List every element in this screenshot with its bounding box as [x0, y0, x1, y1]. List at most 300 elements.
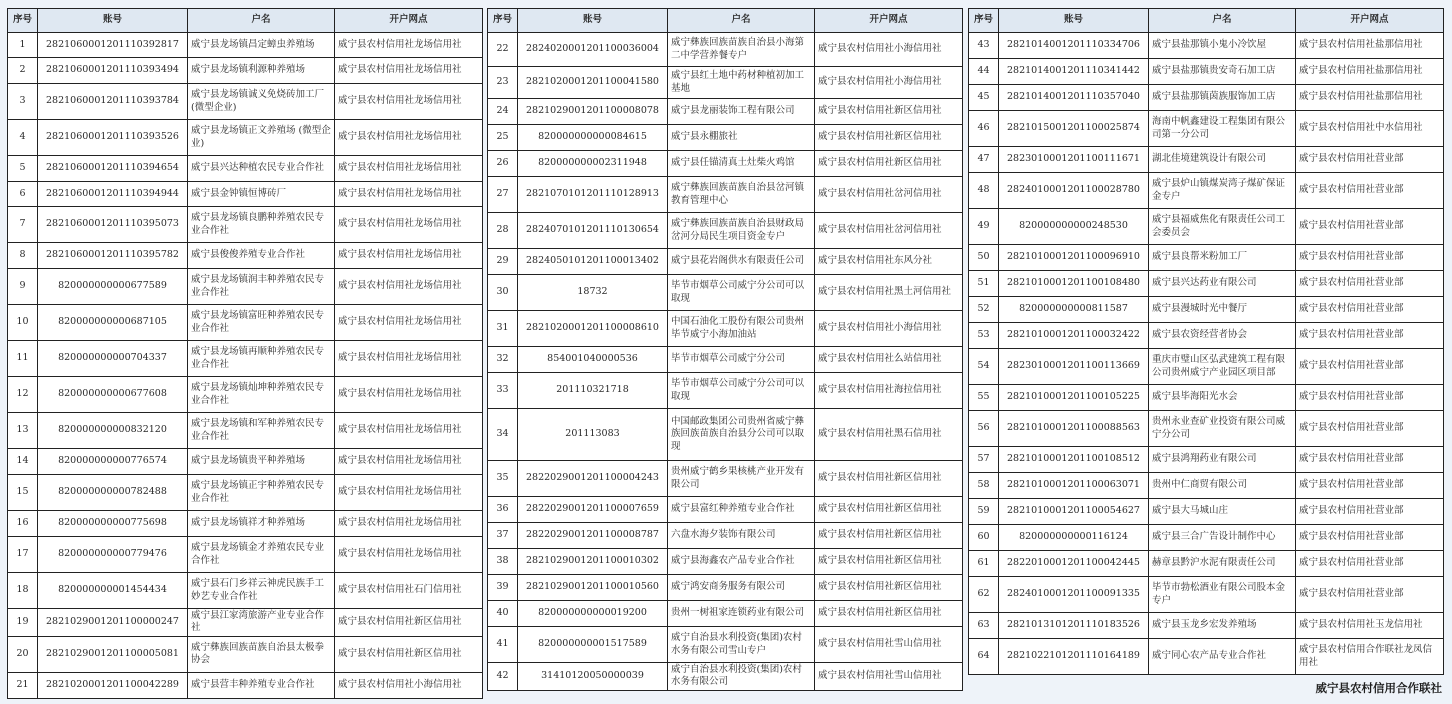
cell-seq: 46	[969, 111, 999, 147]
cell-branch: 威宁县农村信用社新区信用社	[815, 497, 963, 523]
cell-seq: 49	[969, 209, 999, 245]
cell-seq: 13	[8, 413, 38, 449]
cell-acct: 820000000000248530	[999, 209, 1149, 245]
cell-name: 重庆市璧山区弘武建筑工程有限公司贵州威宁产业园区项目部	[1149, 349, 1296, 385]
table-row	[488, 627, 963, 663]
cell-seq: 45	[969, 85, 999, 111]
cell-seq: 62	[969, 577, 999, 613]
cell-acct: 820000000000832120	[38, 413, 188, 449]
table-row	[969, 411, 1444, 447]
cell-seq: 28	[488, 213, 518, 249]
cell-name: 威宁县龙场镇利源种养殖场	[188, 58, 335, 84]
cell-acct: 2821010001201100054627	[999, 499, 1149, 525]
table-row	[8, 413, 483, 449]
table-row	[8, 341, 483, 377]
cell-acct: 820000000000677608	[38, 377, 188, 413]
column-header-seq: 序号	[488, 9, 518, 33]
cell-branch: 威宁县农村信用社海拉信用社	[815, 373, 963, 409]
cell-branch: 威宁县农村信用社营业部	[1296, 271, 1444, 297]
table-row	[8, 511, 483, 537]
cell-acct: 2821015001201100025874	[999, 111, 1149, 147]
table-row	[8, 672, 483, 698]
cell-name: 威宁县龙场镇和军种养殖农民专业合作社	[188, 413, 335, 449]
cell-acct: 820000000001517589	[518, 627, 668, 663]
table-row	[488, 523, 963, 549]
cell-branch: 威宁县农村信用社岔河信用社	[815, 213, 963, 249]
cell-name: 威宁县炉山镇煤炭湾子煤矿保证金专户	[1149, 173, 1296, 209]
table-row	[8, 33, 483, 58]
table-header-row	[8, 9, 483, 33]
cell-branch: 威宁县农村信用社么站信用社	[815, 347, 963, 373]
cell-acct: 2821010001201100032422	[999, 323, 1149, 349]
table-row	[969, 33, 1444, 59]
table-row	[969, 245, 1444, 271]
table-row	[8, 269, 483, 305]
cell-branch: 威宁县农村信用社龙场信用社	[335, 120, 483, 156]
cell-acct: 820000000000779476	[38, 537, 188, 573]
cell-acct: 2821029001201100010302	[518, 549, 668, 575]
cell-seq: 33	[488, 373, 518, 409]
cell-seq: 40	[488, 601, 518, 627]
table-header-row	[969, 9, 1444, 33]
account-table-panel-3	[968, 8, 1444, 675]
table-row	[969, 209, 1444, 245]
cell-branch: 威宁县农村信用社雪山信用社	[815, 627, 963, 663]
table-row	[488, 549, 963, 575]
cell-branch: 威宁县农村信用社龙场信用社	[335, 475, 483, 511]
cell-acct: 18732	[518, 275, 668, 311]
cell-acct: 2821060001201110394944	[38, 182, 188, 207]
table-row	[8, 475, 483, 511]
table-row	[488, 213, 963, 249]
cell-name: 威宁县龙丽装饰工程有限公司	[668, 99, 815, 125]
cell-acct: 2821010001201100088563	[999, 411, 1149, 447]
cell-name: 威宁县龙场镇再顺种养殖农民专业合作社	[188, 341, 335, 377]
table-row	[488, 601, 963, 627]
cell-seq: 21	[8, 672, 38, 698]
cell-seq: 44	[969, 59, 999, 85]
cell-name: 威宁县农资经营者协会	[1149, 323, 1296, 349]
cell-branch: 威宁县农村信用社盐那信用社	[1296, 59, 1444, 85]
cell-name: 威宁县兴达药业有限公司	[1149, 271, 1296, 297]
cell-seq: 51	[969, 271, 999, 297]
cell-seq: 53	[969, 323, 999, 349]
cell-seq: 64	[969, 639, 999, 675]
cell-branch: 威宁县农村信用社龙场信用社	[335, 341, 483, 377]
cell-branch: 威宁县农村信用社中水信用社	[1296, 111, 1444, 147]
cell-name: 威宁县福威焦化有限责任公司工会委员会	[1149, 209, 1296, 245]
cell-branch: 威宁县农村信用社新区信用社	[335, 609, 483, 637]
table-row	[969, 447, 1444, 473]
cell-branch: 威宁县农村信用社小海信用社	[815, 67, 963, 99]
cell-acct: 820000000000084615	[518, 125, 668, 151]
cell-branch: 威宁县农村信用社小海信用社	[335, 672, 483, 698]
cell-seq: 60	[969, 525, 999, 551]
cell-branch: 威宁县农村信用社营业部	[1296, 147, 1444, 173]
cell-branch: 威宁县农村信用社新区信用社	[815, 523, 963, 549]
cell-branch: 威宁县农村信用社龙场信用社	[335, 377, 483, 413]
cell-acct: 2821060001201110395073	[38, 207, 188, 243]
cell-acct: 2821060001201110394654	[38, 156, 188, 182]
table-row	[8, 58, 483, 84]
cell-acct: 201113083	[518, 409, 668, 461]
table-row	[488, 663, 963, 691]
cell-acct: 820000000000811587	[999, 297, 1149, 323]
cell-name: 威宁县龙场镇富旺种养殖农民专业合作社	[188, 305, 335, 341]
cell-branch: 威宁县农村信用社新区信用社	[815, 461, 963, 497]
table-row	[8, 120, 483, 156]
cell-name: 威宁县金钟镇恒博砖厂	[188, 182, 335, 207]
cell-name: 贵州威宁鹤乡果核桃产业开发有限公司	[668, 461, 815, 497]
cell-acct: 2821060001201110395782	[38, 243, 188, 269]
cell-name: 毕节市勃松酒业有限公司股本金专户	[1149, 577, 1296, 613]
table-row	[488, 497, 963, 523]
cell-name: 威宁县三合广告设计制作中心	[1149, 525, 1296, 551]
cell-acct: 2821020001201100008610	[518, 311, 668, 347]
cell-seq: 27	[488, 177, 518, 213]
cell-name: 威宁县龙场镇祥才种养殖场	[188, 511, 335, 537]
cell-acct: 2824050101201100013402	[518, 249, 668, 275]
cell-seq: 35	[488, 461, 518, 497]
issuer-footer: 威宁县农村信用合作联社	[1315, 681, 1442, 695]
cell-branch: 威宁县农村信用社营业部	[1296, 525, 1444, 551]
table-row	[488, 177, 963, 213]
cell-name: 威宁县毕海阳光水会	[1149, 385, 1296, 411]
cell-seq: 6	[8, 182, 38, 207]
cell-branch: 威宁县农村信用社龙场信用社	[335, 511, 483, 537]
cell-seq: 37	[488, 523, 518, 549]
table-row	[488, 373, 963, 409]
cell-acct: 2821014001201110357040	[999, 85, 1149, 111]
cell-name: 威宁县龙场镇灿坤种养殖农民专业合作社	[188, 377, 335, 413]
cell-name: 威宁县任锚清真土灶柴火鸡馆	[668, 151, 815, 177]
cell-branch: 威宁县农村信用社黑土河信用社	[815, 275, 963, 311]
cell-acct: 2824070101201110130654	[518, 213, 668, 249]
cell-name: 湖北佳境建筑设计有限公司	[1149, 147, 1296, 173]
cell-branch: 威宁县农村信用社龙场信用社	[335, 33, 483, 58]
cell-acct: 820000000002311948	[518, 151, 668, 177]
cell-seq: 25	[488, 125, 518, 151]
cell-seq: 50	[969, 245, 999, 271]
cell-acct: 820000000000687105	[38, 305, 188, 341]
account-table	[7, 8, 483, 699]
cell-name: 赫章县黔沪水泥有限责任公司	[1149, 551, 1296, 577]
cell-name: 威宁同心农产品专业合作社	[1149, 639, 1296, 675]
column-header-name: 户名	[1149, 9, 1296, 33]
table-row	[488, 575, 963, 601]
cell-seq: 34	[488, 409, 518, 461]
cell-seq: 55	[969, 385, 999, 411]
cell-name: 威宁县盐那镇贵安奇石加工店	[1149, 59, 1296, 85]
cell-branch: 威宁县农村信用社岔河信用社	[815, 177, 963, 213]
cell-seq: 58	[969, 473, 999, 499]
table-row	[488, 249, 963, 275]
table-row	[969, 85, 1444, 111]
cell-name: 威宁县盐那镇小鬼小冷饮屋	[1149, 33, 1296, 59]
cell-name: 毕节市烟草公司威宁分公司	[668, 347, 815, 373]
cell-seq: 22	[488, 33, 518, 67]
cell-acct: 2821010001201100108512	[999, 447, 1149, 473]
table-header-row	[488, 9, 963, 33]
cell-seq: 43	[969, 33, 999, 59]
column-header-seq: 序号	[969, 9, 999, 33]
cell-branch: 威宁县农村信用社新区信用社	[815, 601, 963, 627]
cell-branch: 威宁县农村信用社龙场信用社	[335, 413, 483, 449]
table-row	[969, 577, 1444, 613]
cell-name: 中国邮政集团公司贵州省威宁彝族回族苗族自治县分公司可以取现	[668, 409, 815, 461]
cell-seq: 39	[488, 575, 518, 601]
cell-name: 贵州永业查矿业投资有限公司威宁分公司	[1149, 411, 1296, 447]
cell-branch: 威宁县农村信用社龙场信用社	[335, 305, 483, 341]
cell-name: 贵州中仁商贸有限公司	[1149, 473, 1296, 499]
cell-acct: 2821029001201100008078	[518, 99, 668, 125]
cell-name: 威宁彝族回族苗族自治县财政局岔河分局民生项目资金专户	[668, 213, 815, 249]
cell-acct: 820000000000775698	[38, 511, 188, 537]
cell-seq: 26	[488, 151, 518, 177]
cell-branch: 威宁县农村信用社龙场信用社	[335, 58, 483, 84]
cell-name: 威宁县良帮米粉加工厂	[1149, 245, 1296, 271]
cell-branch: 威宁县农村信用社盐那信用社	[1296, 33, 1444, 59]
cell-branch: 威宁县农村信用社营业部	[1296, 473, 1444, 499]
cell-seq: 47	[969, 147, 999, 173]
cell-seq: 52	[969, 297, 999, 323]
cell-name: 威宁自治县水利投资(集团)农村水务有限公司雪山专户	[668, 627, 815, 663]
table-row	[8, 182, 483, 207]
cell-branch: 威宁县农村信用社龙场信用社	[335, 269, 483, 305]
cell-seq: 30	[488, 275, 518, 311]
table-row	[969, 551, 1444, 577]
cell-branch: 威宁县农村信用社新区信用社	[815, 151, 963, 177]
cell-branch: 威宁县农村信用社营业部	[1296, 499, 1444, 525]
cell-seq: 14	[8, 449, 38, 475]
cell-name: 威宁县富红种养殖专业合作社	[668, 497, 815, 523]
table-row	[8, 573, 483, 609]
cell-acct: 2821020001201100042289	[38, 672, 188, 698]
table-row	[488, 125, 963, 151]
cell-acct: 2824020001201100036004	[518, 33, 668, 67]
table-row	[8, 243, 483, 269]
table-row	[488, 347, 963, 373]
cell-seq: 17	[8, 537, 38, 573]
column-header-name: 户名	[668, 9, 815, 33]
cell-acct: 820000000000704337	[38, 341, 188, 377]
table-row	[969, 59, 1444, 85]
table-row	[8, 207, 483, 243]
cell-seq: 19	[8, 609, 38, 637]
cell-name: 威宁县龙场镇诚义免烧砖加工厂(微型企业)	[188, 84, 335, 120]
cell-name: 毕节市烟草公司威宁分公司可以取现	[668, 275, 815, 311]
cell-name: 威宁县漫城时光中餐厅	[1149, 297, 1296, 323]
cell-branch: 威宁县农村信用社营业部	[1296, 209, 1444, 245]
cell-branch: 威宁县农村信用社营业部	[1296, 551, 1444, 577]
cell-name: 威宁县红土地中药材种植初加工基地	[668, 67, 815, 99]
table-row	[969, 111, 1444, 147]
cell-branch: 威宁县农村信用社新区信用社	[335, 636, 483, 672]
column-header-name: 户名	[188, 9, 335, 33]
cell-name: 威宁县龙场镇润丰种养殖农民专业合作社	[188, 269, 335, 305]
cell-acct: 2821029001201100005081	[38, 636, 188, 672]
table-row	[969, 173, 1444, 209]
cell-branch: 威宁县农村信用社营业部	[1296, 385, 1444, 411]
cell-name: 威宁县海鑫农产品专业合作社	[668, 549, 815, 575]
cell-branch: 威宁县农村信用社盐那信用社	[1296, 85, 1444, 111]
cell-branch: 威宁县农村信用社营业部	[1296, 297, 1444, 323]
column-header-acct: 账号	[518, 9, 668, 33]
cell-seq: 42	[488, 663, 518, 691]
cell-acct: 2821060001201110393494	[38, 58, 188, 84]
account-table	[487, 8, 963, 691]
table-row	[969, 473, 1444, 499]
cell-branch: 威宁县农村信用社营业部	[1296, 577, 1444, 613]
table-row	[969, 297, 1444, 323]
table-row	[969, 639, 1444, 675]
cell-acct: 820000000000677589	[38, 269, 188, 305]
cell-acct: 2821013101201110183526	[999, 613, 1149, 639]
cell-name: 威宁县鸿翔药业有限公司	[1149, 447, 1296, 473]
table-row	[8, 636, 483, 672]
cell-seq: 38	[488, 549, 518, 575]
cell-seq: 20	[8, 636, 38, 672]
cell-branch: 威宁县农村信用社东风分社	[815, 249, 963, 275]
cell-branch: 威宁县农村信用社龙场信用社	[335, 84, 483, 120]
table-row	[488, 409, 963, 461]
table-row	[8, 609, 483, 637]
cell-seq: 63	[969, 613, 999, 639]
cell-name: 威宁县营丰种养殖专业合作社	[188, 672, 335, 698]
cell-acct: 2821010001201100105225	[999, 385, 1149, 411]
table-row	[488, 33, 963, 67]
table-row	[8, 305, 483, 341]
table-row	[488, 67, 963, 99]
table-row	[488, 311, 963, 347]
cell-seq: 16	[8, 511, 38, 537]
account-table	[968, 8, 1444, 675]
cell-seq: 12	[8, 377, 38, 413]
cell-seq: 59	[969, 499, 999, 525]
cell-name: 威宁县龙场镇贵平种养殖场	[188, 449, 335, 475]
cell-branch: 威宁县农村信用社营业部	[1296, 173, 1444, 209]
column-header-acct: 账号	[999, 9, 1149, 33]
cell-seq: 5	[8, 156, 38, 182]
cell-acct: 2821060001201110393526	[38, 120, 188, 156]
cell-name: 威宁彝族回族苗族自治县岔河镇教育管理中心	[668, 177, 815, 213]
cell-branch: 威宁县农村信用社营业部	[1296, 349, 1444, 385]
table-row	[969, 525, 1444, 551]
cell-acct: 2821070101201110128913	[518, 177, 668, 213]
cell-name: 威宁自治县水利投资(集团)农村水务有限公司	[668, 663, 815, 691]
cell-branch: 威宁县农村信用社黑石信用社	[815, 409, 963, 461]
table-row	[488, 151, 963, 177]
cell-branch: 威宁县农村信用社营业部	[1296, 447, 1444, 473]
cell-acct: 854001040000536	[518, 347, 668, 373]
cell-branch: 威宁县农村信用社营业部	[1296, 411, 1444, 447]
cell-branch: 威宁县农村信用社新区信用社	[815, 125, 963, 151]
cell-seq: 15	[8, 475, 38, 511]
cell-seq: 4	[8, 120, 38, 156]
cell-acct: 2824010001201100091335	[999, 577, 1149, 613]
cell-acct: 2821020001201100041580	[518, 67, 668, 99]
cell-branch: 威宁县农村信用社小海信用社	[815, 33, 963, 67]
cell-name: 六盘水海夕装饰有限公司	[668, 523, 815, 549]
cell-seq: 24	[488, 99, 518, 125]
cell-seq: 8	[8, 243, 38, 269]
cell-seq: 41	[488, 627, 518, 663]
cell-acct: 2821010001201100096910	[999, 245, 1149, 271]
cell-name: 贵州一树祖家连锁药业有限公司	[668, 601, 815, 627]
cell-branch: 威宁县农村信用社雪山信用社	[815, 663, 963, 691]
cell-seq: 54	[969, 349, 999, 385]
cell-name: 威宁县龙场镇良鹏种养殖农民专业合作社	[188, 207, 335, 243]
cell-acct: 2822029001201100007659	[518, 497, 668, 523]
cell-name: 威宁县江家湾旅游产业专业合作社	[188, 609, 335, 637]
cell-seq: 11	[8, 341, 38, 377]
table-row	[488, 275, 963, 311]
table-row	[488, 461, 963, 497]
table-row	[969, 385, 1444, 411]
table-row	[8, 449, 483, 475]
cell-name: 威宁县龙场镇正宇种养殖农民专业合作社	[188, 475, 335, 511]
cell-acct: 2821060001201110392817	[38, 33, 188, 58]
cell-acct: 2823010001201100111671	[999, 147, 1149, 173]
cell-branch: 威宁县农村信用社新区信用社	[815, 99, 963, 125]
cell-branch: 威宁县农村信用社龙场信用社	[335, 243, 483, 269]
cell-branch: 威宁县农村信用社营业部	[1296, 323, 1444, 349]
cell-branch: 威宁县农村信用社龙场信用社	[335, 207, 483, 243]
cell-name: 威宁县俊俊养殖专业合作社	[188, 243, 335, 269]
table-row	[969, 147, 1444, 173]
cell-branch: 威宁县农村信用社营业部	[1296, 245, 1444, 271]
table-row	[969, 349, 1444, 385]
cell-acct: 2821014001201110334706	[999, 33, 1149, 59]
cell-seq: 48	[969, 173, 999, 209]
cell-branch: 威宁县农村信用社龙场信用社	[335, 537, 483, 573]
table-row	[8, 537, 483, 573]
cell-branch: 威宁县农村信用社小海信用社	[815, 311, 963, 347]
table-row	[488, 99, 963, 125]
cell-seq: 36	[488, 497, 518, 523]
cell-acct: 2824010001201100028780	[999, 173, 1149, 209]
cell-seq: 9	[8, 269, 38, 305]
cell-acct: 2822010001201100042445	[999, 551, 1149, 577]
cell-seq: 2	[8, 58, 38, 84]
cell-name: 威宁县石门乡祥云神虎民族手工妙艺专业合作社	[188, 573, 335, 609]
cell-seq: 61	[969, 551, 999, 577]
table-row	[969, 499, 1444, 525]
cell-branch: 威宁县农村信用社龙场信用社	[335, 182, 483, 207]
cell-acct: 2822029001201100004243	[518, 461, 668, 497]
cell-acct: 201110321718	[518, 373, 668, 409]
column-header-acct: 账号	[38, 9, 188, 33]
table-row	[969, 613, 1444, 639]
cell-branch: 威宁县农村信用社龙场信用社	[335, 449, 483, 475]
cell-seq: 23	[488, 67, 518, 99]
cell-name: 威宁县永棚旅社	[668, 125, 815, 151]
cell-acct: 820000000000776574	[38, 449, 188, 475]
cell-acct: 820000000001454434	[38, 573, 188, 609]
table-row	[969, 323, 1444, 349]
cell-seq: 18	[8, 573, 38, 609]
cell-seq: 32	[488, 347, 518, 373]
cell-acct: 31410120050000039	[518, 663, 668, 691]
cell-name: 威宁县花岩阁供水有限责任公司	[668, 249, 815, 275]
cell-acct: 2821029001201100000247	[38, 609, 188, 637]
cell-acct: 820000000000019200	[518, 601, 668, 627]
cell-seq: 57	[969, 447, 999, 473]
cell-branch: 威宁县农村信用合作联社龙凤信用社	[1296, 639, 1444, 675]
cell-seq: 10	[8, 305, 38, 341]
cell-seq: 56	[969, 411, 999, 447]
column-header-branch: 开户网点	[815, 9, 963, 33]
